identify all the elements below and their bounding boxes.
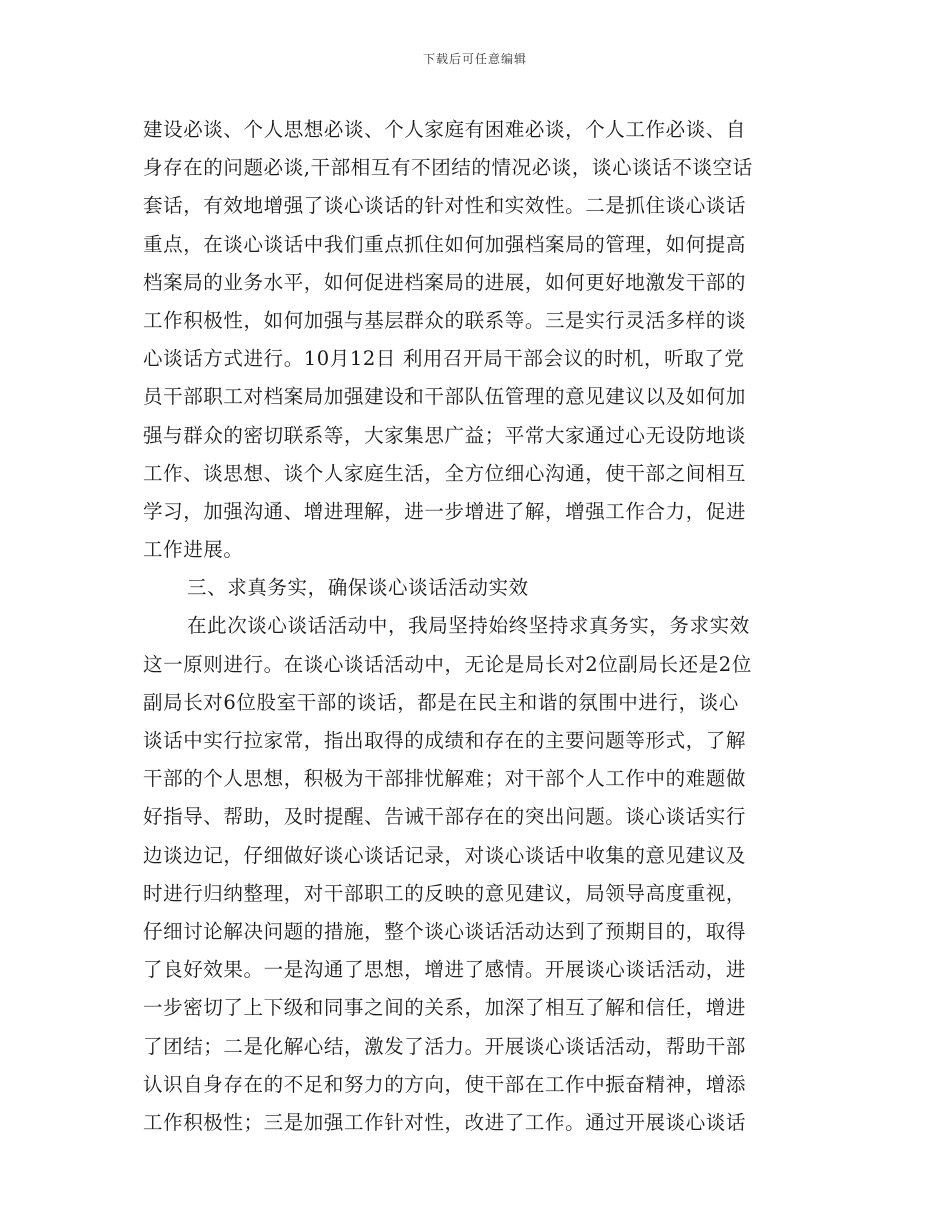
- text-line: 工作积极性，如何加强与基层群众的联系等。三是实行灵活多样的谈: [143, 308, 747, 332]
- text-line: 强与群众的密切联系等，大家集思广益；平常大家通过心无设防地谈: [143, 423, 747, 447]
- text-line: 学习，加强沟通、增进理解，进一步增进了解，增强工作合力，促进: [143, 499, 747, 523]
- text-line: 好指导、帮助，及时提醒、告诫干部存在的突出问题。谈心谈话实行: [143, 805, 747, 829]
- text-line: 副局长对6位股室干部的谈话，都是在民主和谐的氛围中进行，谈心: [143, 690, 739, 714]
- text-line: 套话，有效地增强了谈心谈话的针对性和实效性。二是抓住谈心谈话: [143, 194, 747, 218]
- text-line: 重点，在谈心谈话中我们重点抓住如何加强档案局的管理，如何提高: [143, 232, 747, 256]
- text-line: 建设必谈、个人思想必谈、个人家庭有困难必谈，个人工作必谈、自: [143, 118, 747, 141]
- text-line: 一步密切了上下级和同事之间的关系，加深了相互了解和信任，增进: [143, 996, 747, 1020]
- text-line: 认识自身存在的不足和努力的方向，使干部在工作中振奋精神，增添: [143, 1072, 747, 1096]
- text-line: 三、求真务实，确保谈心谈话活动实效: [187, 576, 529, 600]
- text-line: 这一原则进行。在谈心谈话活动中，无论是局长对2位副局长还是2位: [143, 652, 752, 676]
- text-line: 仔细讨论解决问题的措施，整个谈心谈话活动达到了预期目的，取得: [143, 919, 747, 943]
- text-line: 工作进展。: [143, 538, 244, 562]
- text-line: 干部的个人思想，积极为干部排忧解难；对干部个人工作中的难题做: [143, 767, 747, 791]
- text-line: 心谈话方式进行。10月12日 利用召开局干部会议的时机，听取了党: [143, 347, 745, 371]
- text-line: 档案局的业务水平，如何促进档案局的进展，如何更好地激发干部的: [143, 270, 747, 294]
- text-line: 工作、谈思想、谈个人家庭生活，全方位细心沟通，使干部之间相互: [143, 461, 747, 485]
- text-line: 了团结；二是化解心结，激发了活力。开展谈心谈话活动，帮助干部: [143, 1034, 747, 1058]
- text-line: 工作积极性；三是加强工作针对性，改进了工作。通过开展谈心谈话: [143, 1110, 747, 1134]
- text-line: 边谈边记，仔细做好谈心谈话记录，对谈心谈话中收集的意见建议及: [143, 843, 747, 867]
- text-line: 员干部职工对档案局加强建设和干部队伍管理的意见建议以及如何加: [143, 385, 747, 409]
- text-line: 了良好效果。一是沟通了思想，增进了感情。开展谈心谈话活动，进: [143, 958, 747, 982]
- text-line: 谈话中实行拉家常，指出取得的成绩和存在的主要问题等形式，了解: [143, 729, 747, 752]
- page-header: 下载后可任意编辑: [422, 52, 527, 66]
- text-line: 时进行归纳整理，对干部职工的反映的意见建议，局领导高度重视，: [143, 881, 747, 905]
- body-text: [143, 111, 811, 1142]
- text-line: 身存在的问题必谈,干部相互有不团结的情况必谈，谈心谈话不谈空话: [143, 156, 753, 180]
- text-line: 在此次谈心谈话活动中，我局坚持始终坚持求真务实，务求实效: [187, 614, 750, 638]
